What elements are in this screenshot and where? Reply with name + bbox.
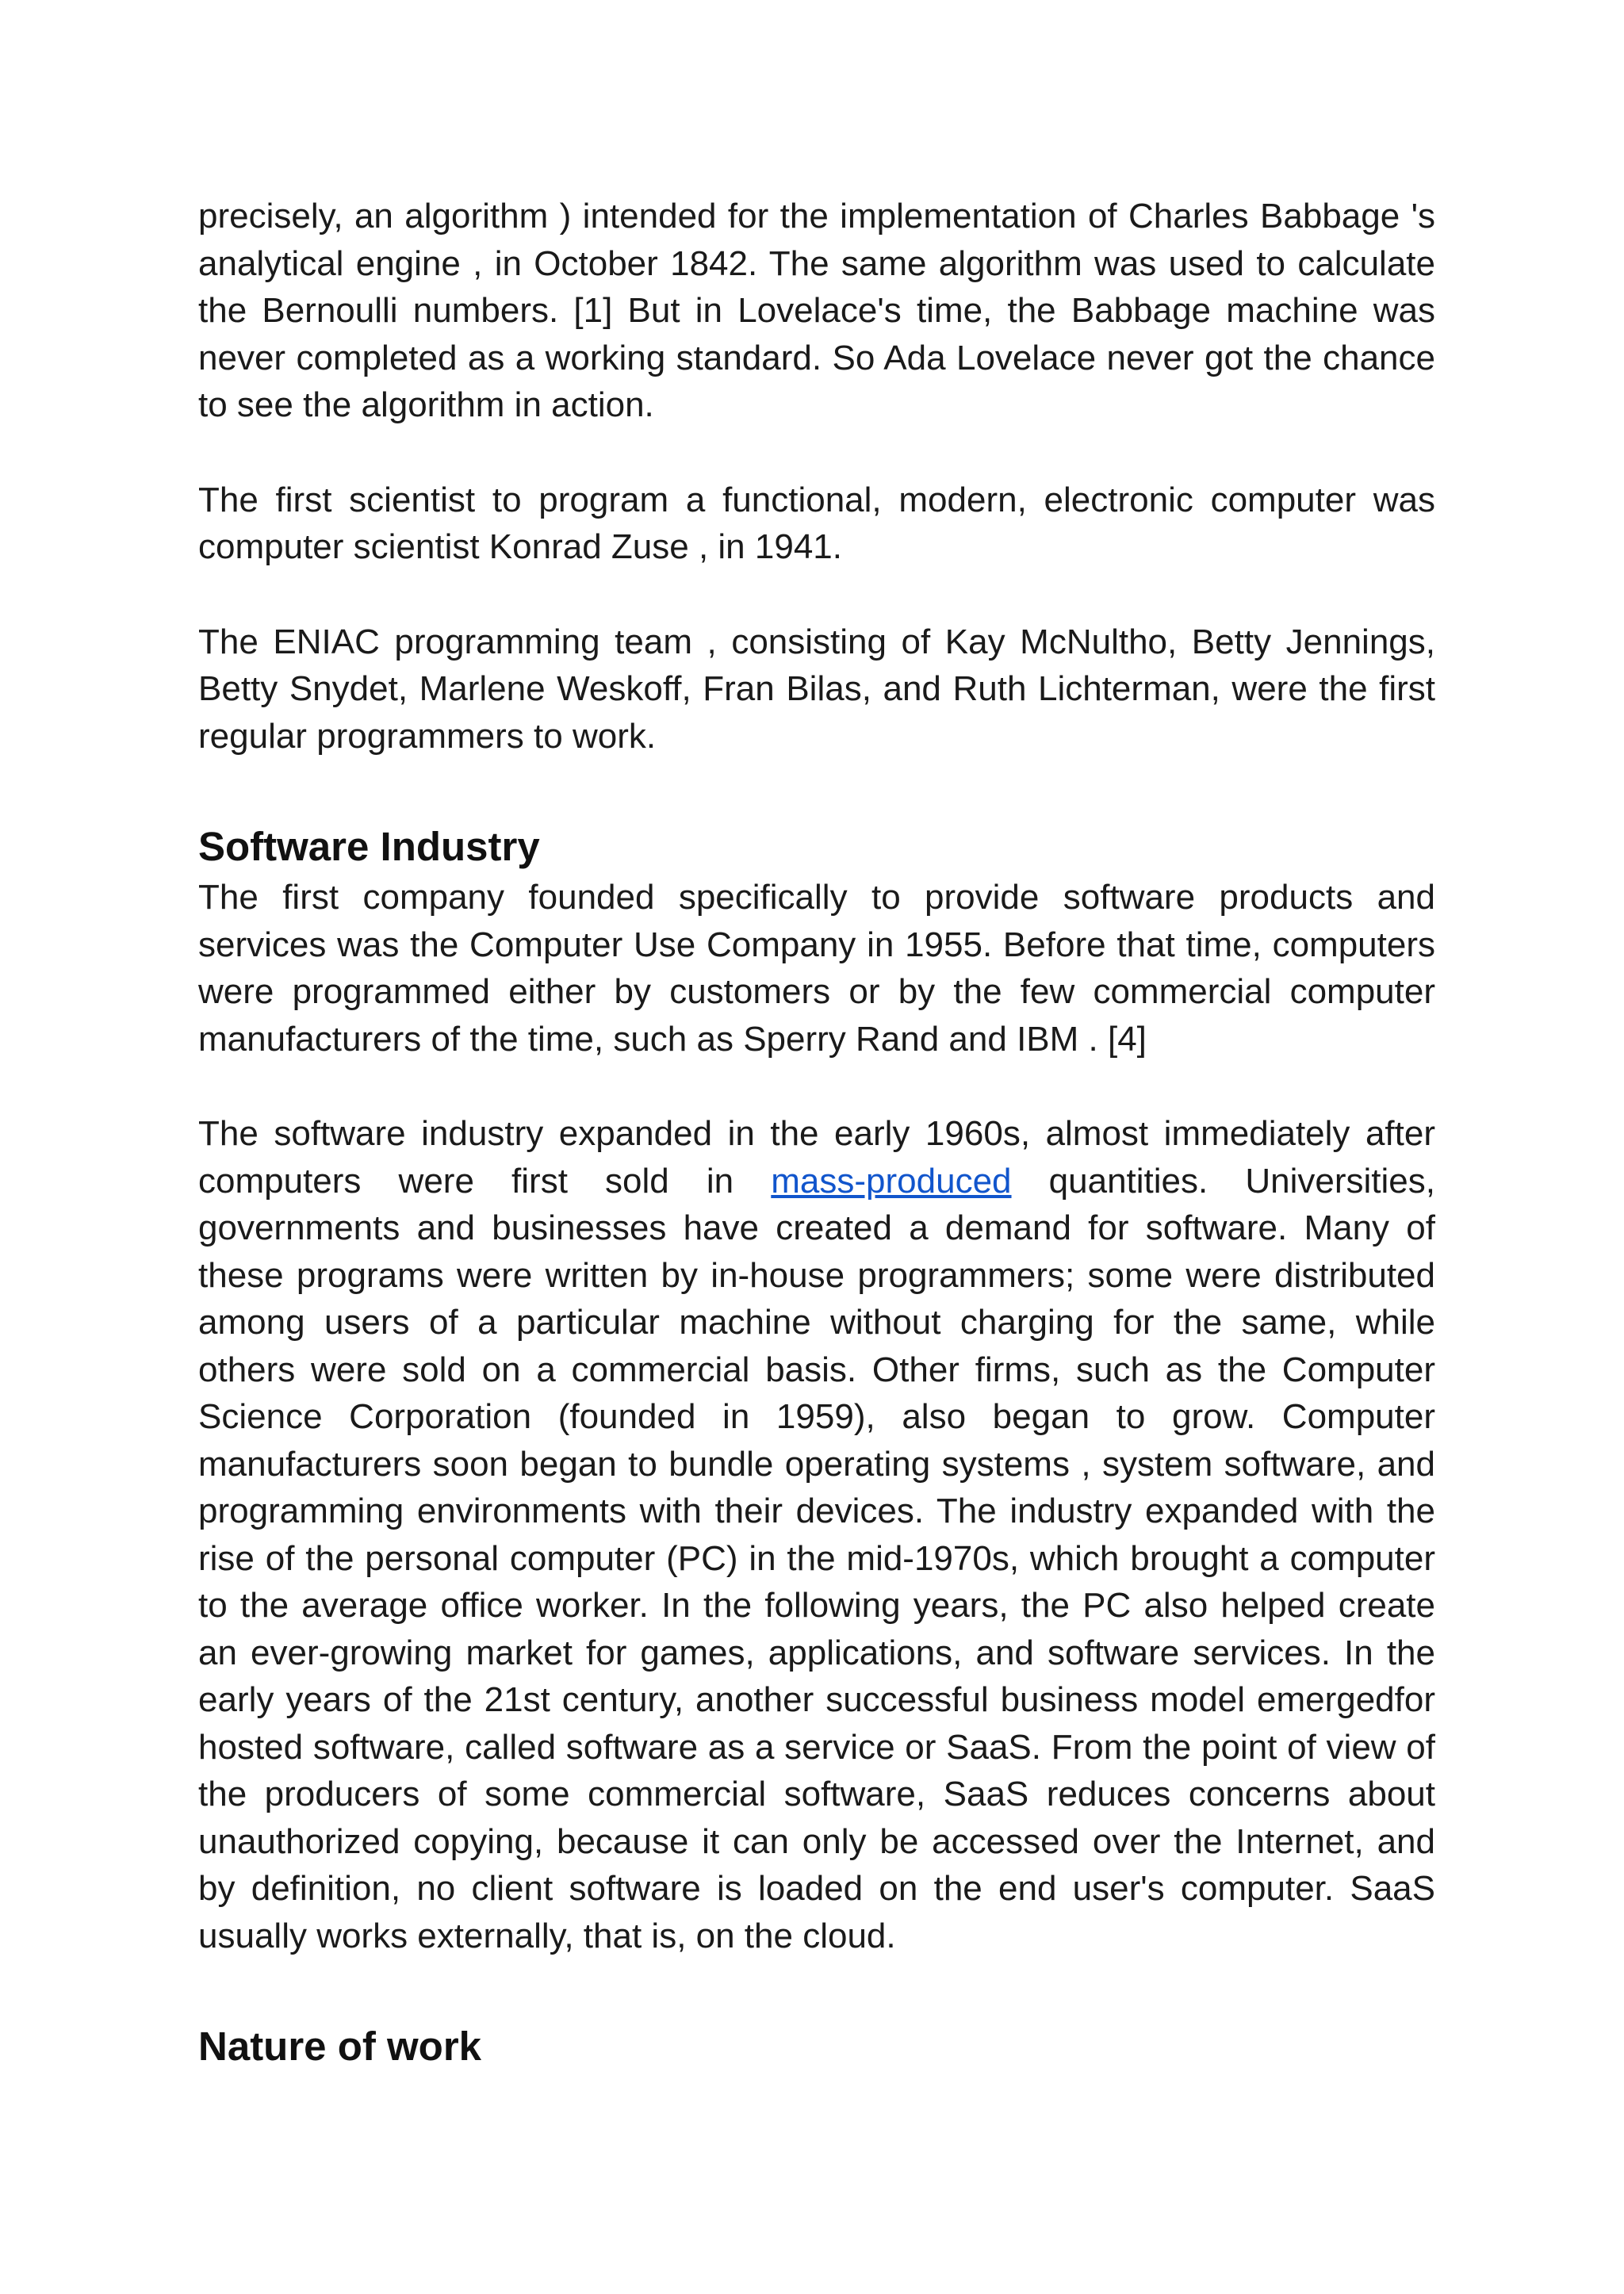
text-after-link: quantities. Universities, governments and businesses have created a demand for software. Many of these programs were written by in-house programmers; some were distributed among users of a particular machine without charging for the same, while others were sold on a commercial basis. Other firms, such as the Computer Science Corporation (founded in 1959), also began to grow. Computer manufacturers soon began to bundle operating systems , system software, and programming environments with their devices. The industry expanded with the rise of the personal computer (PC) in the mid-1970s, which brought a computer to the average office worker. In the following years, the PC also helped create an ever-growing market for games, applications, and software services. In the early years of the 21st century, another successful business model emergedfor hosted software, called software as a service or SaaS. From the point of view of the producers of some commercial software, SaaS reduces concerns about unauthorized copying, because it can only be accessed over the Internet, and by definition, no client software is loaded on the end user's computer. SaaS usually works externally, that is, on the cloud. bbox=[198, 1161, 1435, 1955]
mass-produced-link[interactable]: mass-produced bbox=[771, 1161, 1012, 1201]
heading-software-industry: Software Industry bbox=[198, 824, 540, 869]
paragraph-lovelace-algorithm: precisely, an algorithm ) intended for the implementation of Charles Babbage 's analytical engine , in October 1842. The same algorithm was used to calculate the Bernoulli numbers. [1] But in Lovelace's time, the Babbage machine was never completed as a working standard. So Ada Lovelace never got the chance to see the algorithm in action. bbox=[198, 197, 1435, 424]
document-page bbox=[198, 193, 1435, 2070]
paragraph-eniac-team: The ENIAC programming team , consisting of Kay McNultho, Betty Jennings, Betty Snydet, Marlene Weskoff, Fran Bilas, and Ruth Lichterman, were the first regular programmers to work. bbox=[198, 622, 1435, 756]
heading-nature-of-work: Nature of work bbox=[198, 2024, 482, 2069]
text-before-link: The software industry expanded in the early 1960s, almost immediately after computers were first sold in bbox=[198, 1114, 1435, 1201]
paragraph-software-industry-expansion bbox=[198, 1110, 1435, 1959]
paragraph-first-software-company: The first company founded specifically to provide software products and services was the Computer Use Company in 1955. Before that time, computers were programmed either by customers or by the few commercial computer manufacturers of the time, such as Sperry Rand and IBM . [4] bbox=[198, 878, 1435, 1059]
paragraph-konrad-zuse: The first scientist to program a functional, modern, electronic computer was computer scientist Konrad Zuse , in 1941. bbox=[198, 480, 1435, 566]
